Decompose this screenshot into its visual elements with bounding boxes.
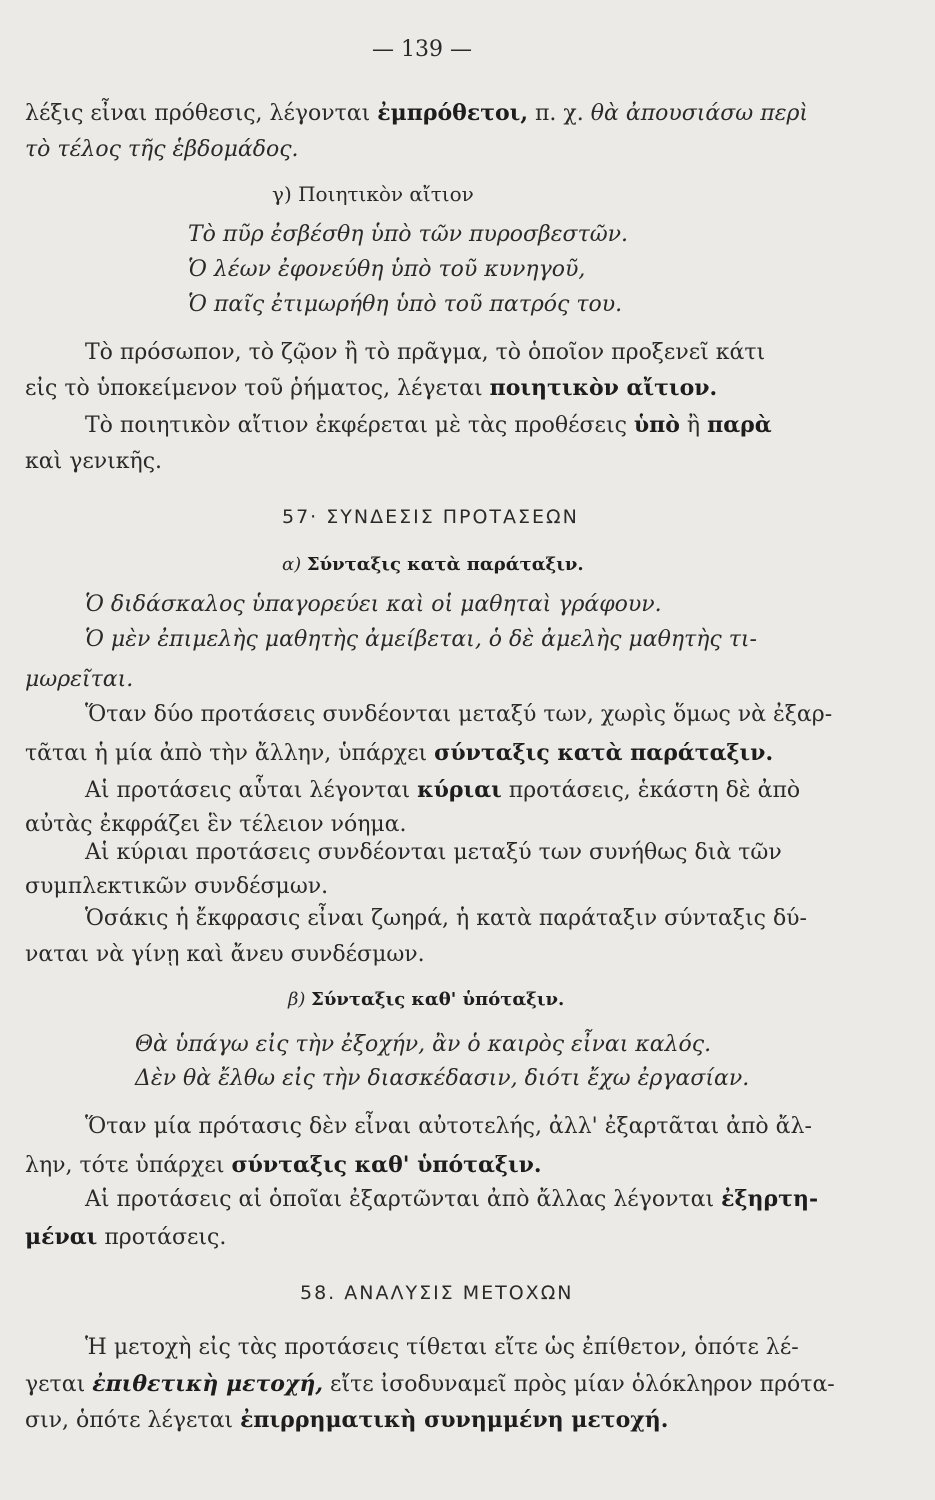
bold-term: σύνταξις καθ' ὑπόταξιν.: [231, 1152, 542, 1178]
example-line: Τὸ πῦρ ἐσβέσθη ὑπὸ τῶν πυροσβεστῶν.: [188, 222, 629, 247]
text-line: Ὅταν μία πρότασις δὲν εἶναι αὐτοτελής, ἀλλ' ἐξαρτᾶται ἀπὸ ἄλ-: [85, 1114, 812, 1139]
text-span: σιν, ὁπότε λέγεται: [25, 1408, 241, 1433]
text-line: [25, 1369, 835, 1400]
text-line: συμπλεκτικῶν συνδέσμων.: [25, 874, 329, 899]
example-line: Θὰ ὑπάγω εἰς τὴν ἐξοχήν, ἂν ὁ καιρὸς εἶναι καλός.: [135, 1032, 712, 1057]
section-heading-57: 57· ΣΥΝΔΕΣΙΣ ΠΡΟΤΑΣΕΩΝ: [282, 506, 579, 528]
text-line: Αἱ κύριαι προτάσεις συνδέονται μεταξύ των συνήθως διὰ τῶν: [85, 840, 782, 865]
text-line: ναται νὰ γίνῃ καὶ ἄνευ συνδέσμων.: [25, 942, 425, 967]
bold-term: Σύνταξις κατὰ παράταξιν.: [306, 554, 584, 575]
text-line: [85, 775, 800, 806]
text-span: προτάσεις.: [97, 1225, 227, 1250]
italic-example: θὰ ἀπουσιάσω περὶ: [590, 101, 809, 126]
example-line: μωρεῖται.: [25, 667, 134, 692]
example-line: Ὁ διδάσκαλος ὑπαγορεύει καὶ οἱ μαθηταὶ γράφουν.: [85, 592, 662, 617]
example-line: Ὁ λέων ἐφονεύθη ὑπὸ τοῦ κυνηγοῦ,: [188, 257, 586, 282]
text-span: β): [288, 989, 312, 1010]
text-span: προτάσεις, ἑκάστη δὲ ἀπὸ: [501, 778, 801, 803]
text-line: Ὁσάκις ἡ ἔκφρασις εἶναι ζωηρά, ἡ κατὰ παράταξιν σύνταξις δύ-: [85, 906, 807, 931]
text-line: [25, 1405, 668, 1436]
bold-term: ἐπιρρηματικὴ συνημμένη μετοχή.: [240, 1407, 669, 1433]
text-line: [25, 1222, 226, 1253]
text-line: [25, 1150, 542, 1181]
page-number: — 139 —: [372, 37, 472, 62]
bold-italic-term: ἐπιθετικὴ μετοχή,: [92, 1371, 324, 1397]
text-line: Τὸ πρόσωπον, τὸ ζῷον ἢ τὸ πρᾶγμα, τὸ ὁποῖον προξενεῖ κάτι: [85, 340, 766, 365]
text-span: εἰς τὸ ὑποκείμενον τοῦ ῥήματος, λέγεται: [25, 376, 490, 401]
text-line: [25, 373, 717, 404]
bold-term: ὑπὸ: [633, 412, 680, 438]
text-line: Ὅταν δύο προτάσεις συνδέονται μεταξύ των, χωρὶς ὅμως νὰ ἐξαρ-: [85, 702, 833, 727]
text-line: καὶ γενικῆς.: [25, 449, 163, 474]
bold-term: μέναι: [25, 1224, 98, 1250]
text-span: ἢ: [679, 413, 708, 438]
bold-term: ἐξηρτη-: [721, 1186, 819, 1212]
text-line: Ἡ μετοχὴ εἰς τὰς προτάσεις τίθεται εἴτε ὡς ἐπίθετον, ὁπότε λέ-: [85, 1335, 799, 1360]
bold-term: κύριαι: [417, 777, 502, 803]
text-line: [25, 738, 773, 769]
subsection-heading: [288, 985, 564, 1015]
example-line: Ὁ παῖς ἐτιμωρήθη ὑπὸ τοῦ πατρός του.: [188, 292, 623, 317]
subsection-heading: [282, 550, 584, 580]
text-span: Αἱ προτάσεις αὗται λέγονται: [85, 778, 418, 803]
bold-term: σύνταξις κατὰ παράταξιν.: [434, 740, 774, 766]
bold-term: ποιητικὸν αἴτιον.: [489, 375, 718, 401]
text-span: λην, τότε ὑπάρχει: [25, 1153, 232, 1178]
text-line: τὸ τέλος τῆς ἑβδομάδος.: [25, 137, 299, 162]
text-span: π. χ.: [527, 101, 591, 126]
bold-term: ἐμπρόθετοι,: [377, 100, 528, 126]
text-line: [85, 1184, 818, 1215]
bold-term: παρὰ: [707, 412, 772, 438]
example-line: Δὲν θὰ ἔλθω εἰς τὴν διασκέδασιν, διότι ἔχω ἐργασίαν.: [135, 1066, 750, 1091]
text-line: αὐτὰς ἐκφράζει ἓν τέλειον νόημα.: [25, 812, 407, 837]
section-heading-58: 58. ΑΝΑΛΥΣΙΣ ΜΕΤΟΧΩΝ: [300, 1282, 574, 1304]
text-span: α): [282, 554, 307, 575]
bold-term: Σύνταξις καθ' ὑπόταξιν.: [311, 989, 565, 1010]
text-line: [85, 410, 772, 441]
text-span: Τὸ ποιητικὸν αἴτιον ἐκφέρεται μὲ τὰς προθέσεις: [85, 413, 634, 438]
text-span: λέξις εἶναι πρόθεσις, λέγονται: [25, 101, 378, 126]
text-span: τᾶται ἡ μία ἀπὸ τὴν ἄλλην, ὑπάρχει: [25, 741, 435, 766]
example-line: Ὁ μὲν ἐπιμελὴς μαθητὴς ἀμείβεται, ὁ δὲ ἀμελὴς μαθητὴς τι-: [85, 627, 757, 652]
section-heading: γ) Ποιητικὸν αἴτιον: [272, 182, 474, 206]
text-span: εἴτε ἰσοδυναμεῖ πρὸς μίαν ὁλόκληρον πρότα-: [323, 1372, 835, 1397]
text-line: [25, 98, 808, 129]
text-span: γεται: [25, 1372, 93, 1397]
text-span: Αἱ προτάσεις αἱ ὁποῖαι ἐξαρτῶνται ἀπὸ ἄλλας λέγονται: [85, 1187, 722, 1212]
